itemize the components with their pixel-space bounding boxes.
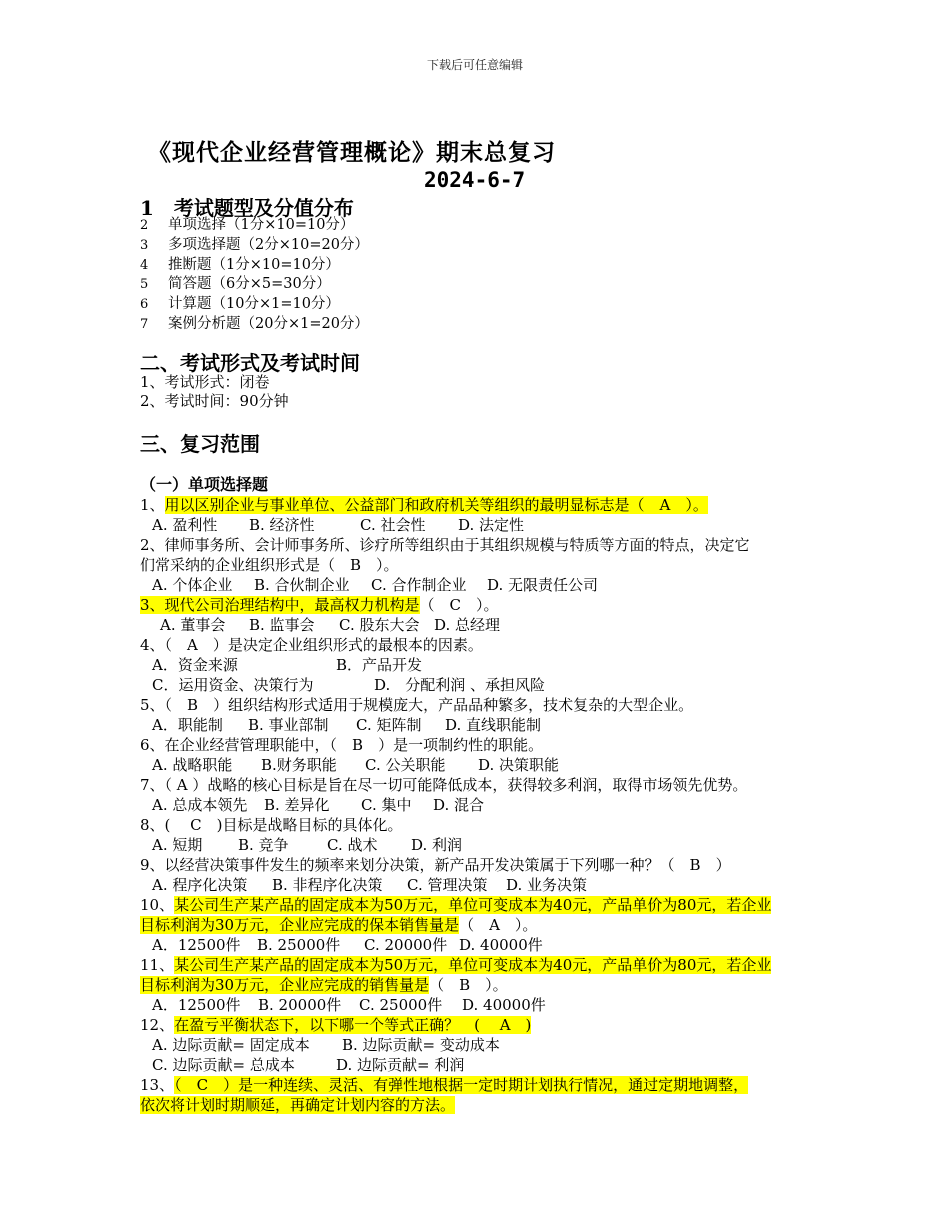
question-13-line-2: 依次将计划时期顺延，再确定计划内容的方法。	[140, 1096, 456, 1114]
question-4-options-row-1: A．资金来源 B．产品开发	[152, 656, 423, 674]
question-9: 9、以经营决策事件发生的频率来划分决策，新产品开发决策属于下列哪一种？（ B ）	[140, 856, 731, 874]
document-date: 2024-6-7	[424, 168, 526, 192]
question-5: 5、（ B ）组织结构形式适用于规模庞大，产品品种繁多，技术复杂的大型企业。	[140, 696, 694, 714]
question-10-line-1: 10、某公司生产某产品的固定成本为50万元，单位可变成本为40元，产品单价为80元，若企业	[140, 896, 772, 914]
question-6: 6、在企业经营管理职能中，（ B ）是一项制约性的职能。	[140, 736, 544, 754]
exam-format: 1、考试形式：闭卷	[140, 373, 270, 391]
exam-types-list	[140, 216, 369, 335]
list-item: 6 计算题（10分×1=10分）	[140, 296, 340, 313]
question-12-options-row-2: C. 边际贡献= 总成本 D. 边际贡献= 利润	[152, 1056, 465, 1074]
question-11-options: A．12500件 B. 20000件 C. 25000件 D. 40000件	[152, 996, 546, 1014]
list-item: 4 推断题（1分×10=10分）	[140, 256, 340, 273]
question-12: 12、在盈亏平衡状态下，以下哪一个等式正确？ ( A )	[140, 1016, 532, 1034]
list-item: 2 单项选择（1分×10=10分）	[140, 217, 355, 233]
question-12-options-row-1: A. 边际贡献= 固定成本 B. 边际贡献= 变动成本	[152, 1036, 500, 1054]
question-1-options: A. 盈利性 B. 经济性 C. 社会性 D. 法定性	[152, 516, 525, 534]
question-8: 8、( C )目标是战略目标的具体化。	[140, 816, 403, 834]
list-item: 3 多项选择题（2分×10=20分）	[140, 236, 369, 253]
page-header: 下载后可任意编辑	[426, 58, 523, 72]
section-heading-3: 三、复习范围	[140, 432, 260, 456]
question-3-options: A. 董事会 B. 监事会 C. 股东大会 D. 总经理	[160, 616, 501, 634]
question-8-options: A. 短期 B. 竞争 C. 战术 D. 利润	[152, 836, 463, 854]
list-item: 7 案例分析题（20分×1=20分）	[140, 315, 369, 332]
question-4: 4、（ A ）是决定企业组织形式的最根本的因素。	[140, 636, 483, 654]
question-9-options: A. 程序化决策 B. 非程序化决策 C. 管理决策 D. 业务决策	[152, 876, 588, 894]
question-11-line-1: 11、某公司生产某产品的固定成本为50万元，单位可变成本为40元，产品单价为80元，若企业	[140, 956, 772, 974]
question-5-options: A．职能制 B. 事业部制 C. 矩阵制 D. 直线职能制	[152, 716, 542, 734]
section-heading-2: 二、考试形式及考试时间	[140, 351, 360, 375]
question-3: 3、现代公司治理结构中，最高权力机构是（ C ）。	[140, 596, 499, 614]
question-1: 1、用以区别企业与事业单位、公益部门和政府机关等组织的最明显标志是（ A ）。	[140, 496, 708, 514]
exam-duration: 2、考试时间：90分钟	[140, 392, 289, 410]
section-heading-1: 1 考试题型及分值分布	[140, 196, 354, 220]
question-13-line-1: 13、（ C ）是一种连续、灵活、有弹性地根据一定时期计划执行情况，通过定期地调整，	[140, 1076, 749, 1094]
question-2-options: A. 个体企业 B. 合伙制企业 C. 合作制企业 D. 无限责任公司	[152, 576, 599, 594]
question-7: 7、（ A ）战略的核心目标是旨在尽一切可能降低成本，获得较多利润，取得市场领先优势。	[140, 776, 748, 794]
question-6-options: A. 战略职能 B.财务职能 C. 公关职能 D. 决策职能	[152, 756, 560, 774]
question-10-options: A．12500件 B. 25000件 C. 20000件 D. 40000件	[152, 936, 543, 954]
question-4-options-row-2: C．运用资金、决策行为 D. 分配利润 、承担风险	[152, 676, 546, 694]
question-2-line-2: 们常采纳的企业组织形式是（ B ）。	[140, 556, 399, 574]
list-item: 5 简答题（6分×5=30分）	[140, 276, 331, 293]
question-2-line-1: 2、律师事务所、会计师事务所、诊疗所等组织由于其组织规模与特质等方面的特点，决定它	[140, 536, 750, 554]
question-7-options: A. 总成本领先 B. 差异化 C. 集中 D. 混合	[152, 796, 485, 814]
document-title: 《现代企业经营管理概论》期末总复习	[148, 139, 556, 166]
subsection-heading: （一）单项选择题	[140, 475, 269, 494]
question-10-line-2: 目标利润为30万元，企业应完成的保本销售量是（ A ）。	[140, 916, 538, 934]
question-11-line-2: 目标利润为30万元，企业应完成的销售量是（ B ）。	[140, 976, 508, 994]
